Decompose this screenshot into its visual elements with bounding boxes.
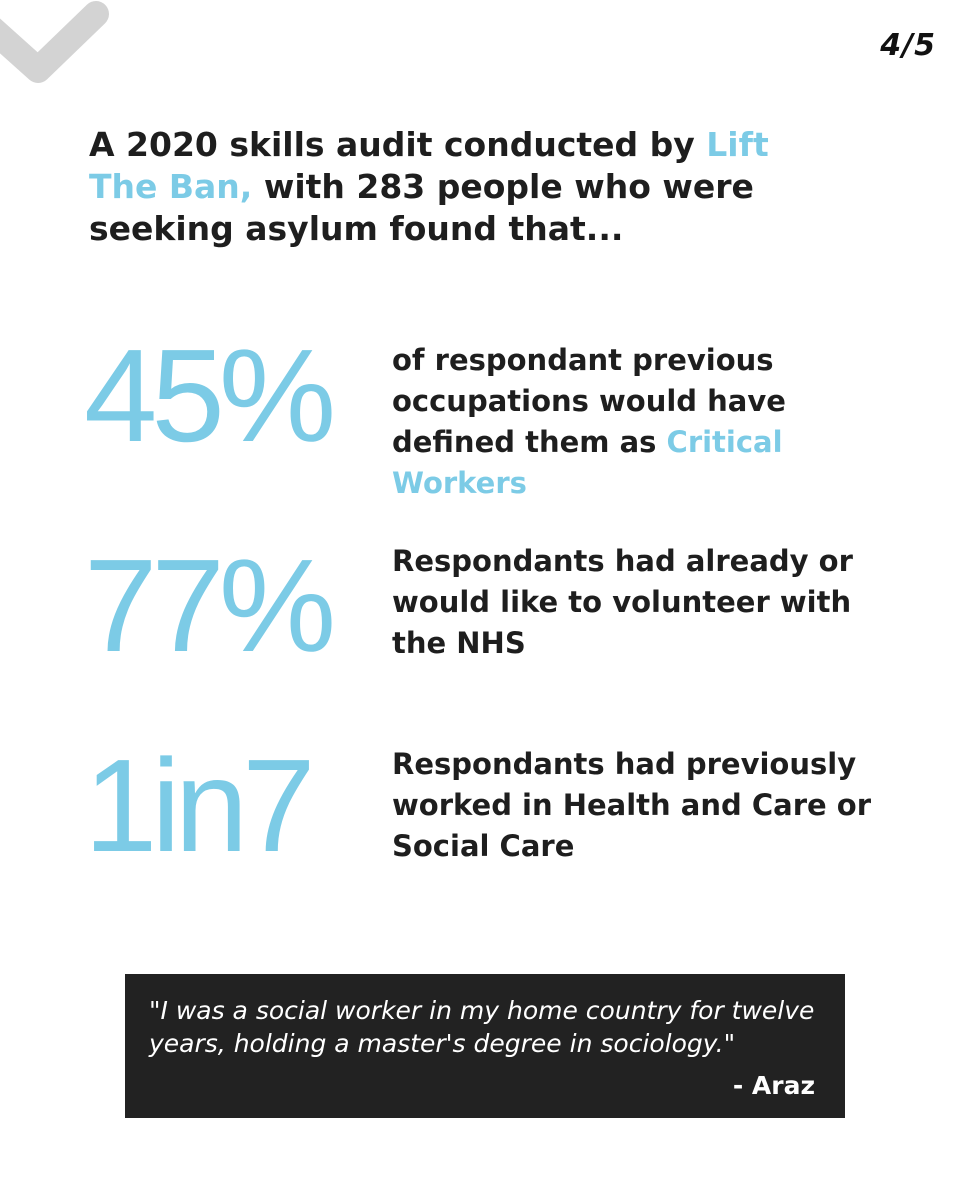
- stat-description-text: of respondant previous occupations would have defined them as: [392, 343, 786, 459]
- quote-text: "I was a social worker in my home country for twelve years, holding a master's degree in sociology.": [149, 996, 815, 1058]
- intro-organization-name: Lift The Ban,: [89, 125, 769, 206]
- stat-figure: 1in7: [84, 732, 310, 879]
- page-number: 4/5: [880, 28, 936, 63]
- stat-highlight: Critical Workers: [392, 425, 783, 500]
- intro-part1: A 2020 skills audit conducted by: [89, 125, 695, 164]
- stat-description: Respondants had previously worked in Health and Care or Social Care: [392, 747, 871, 863]
- stat-description: Respondants had already or would like to volunteer with the NHS: [392, 544, 853, 660]
- stat-figure: 45%: [84, 322, 331, 469]
- intro-part2: with 283 people who were seeking asylum found that...: [89, 167, 754, 248]
- stat-block: [0, 532, 960, 679]
- stat-figure: 77%: [84, 532, 331, 679]
- quote-box: [125, 974, 845, 1118]
- check-mark-icon: [0, 0, 110, 100]
- intro-text: [89, 124, 789, 250]
- stat-block: [0, 322, 960, 500]
- stat-block: [0, 732, 960, 879]
- stat-description: [392, 340, 912, 504]
- quote-author: - Araz: [732, 1071, 815, 1100]
